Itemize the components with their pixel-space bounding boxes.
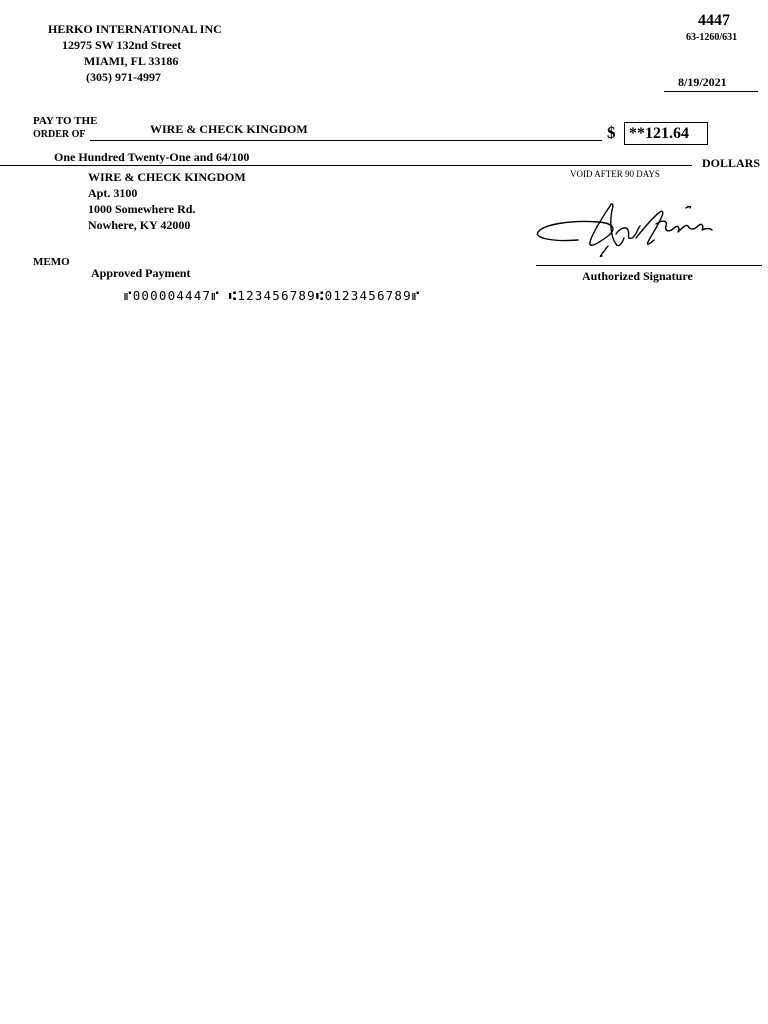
dollar-sign: $ xyxy=(607,123,616,142)
amount-box: **121.64 xyxy=(624,122,708,145)
payee-address-line3: Nowhere, KY 42000 xyxy=(88,218,191,232)
memo-label: MEMO xyxy=(33,256,70,268)
signature-image xyxy=(532,198,762,268)
payee-name: WIRE & CHECK KINGDOM xyxy=(150,122,308,136)
payee-address-line1: Apt. 3100 xyxy=(88,186,138,200)
payee-address-line2: 1000 Somewhere Rd. xyxy=(88,202,196,216)
pay-to-label: PAY TO THE xyxy=(33,115,98,127)
void-notice: VOID AFTER 90 DAYS xyxy=(570,169,660,179)
payer-street: 12975 SW 132nd Street xyxy=(62,38,182,52)
micr-line: ⑈000004447⑈ ⑆123456789⑆0123456789⑈ xyxy=(124,288,421,303)
check-number: 4447 xyxy=(698,12,730,29)
dollars-label: DOLLARS xyxy=(702,156,761,170)
payer-city: MIAMI, FL 33186 xyxy=(84,54,179,68)
memo-text: Approved Payment xyxy=(91,266,191,280)
routing-fraction: 63-1260/631 xyxy=(686,32,738,43)
signature-label: Authorized Signature xyxy=(582,269,693,283)
order-of-label: ORDER OF xyxy=(33,129,86,140)
payee-address-name: WIRE & CHECK KINGDOM xyxy=(88,170,246,184)
signature-line xyxy=(536,265,762,266)
payee-line xyxy=(90,140,602,141)
payer-name: HERKO INTERNATIONAL INC xyxy=(48,22,222,36)
date-line xyxy=(664,91,758,92)
amount-words-line xyxy=(0,165,692,166)
amount-words: One Hundred Twenty-One and 64/100 xyxy=(54,150,250,164)
check-date: 8/19/2021 xyxy=(678,75,727,89)
payer-phone: (305) 971-4997 xyxy=(86,70,161,84)
